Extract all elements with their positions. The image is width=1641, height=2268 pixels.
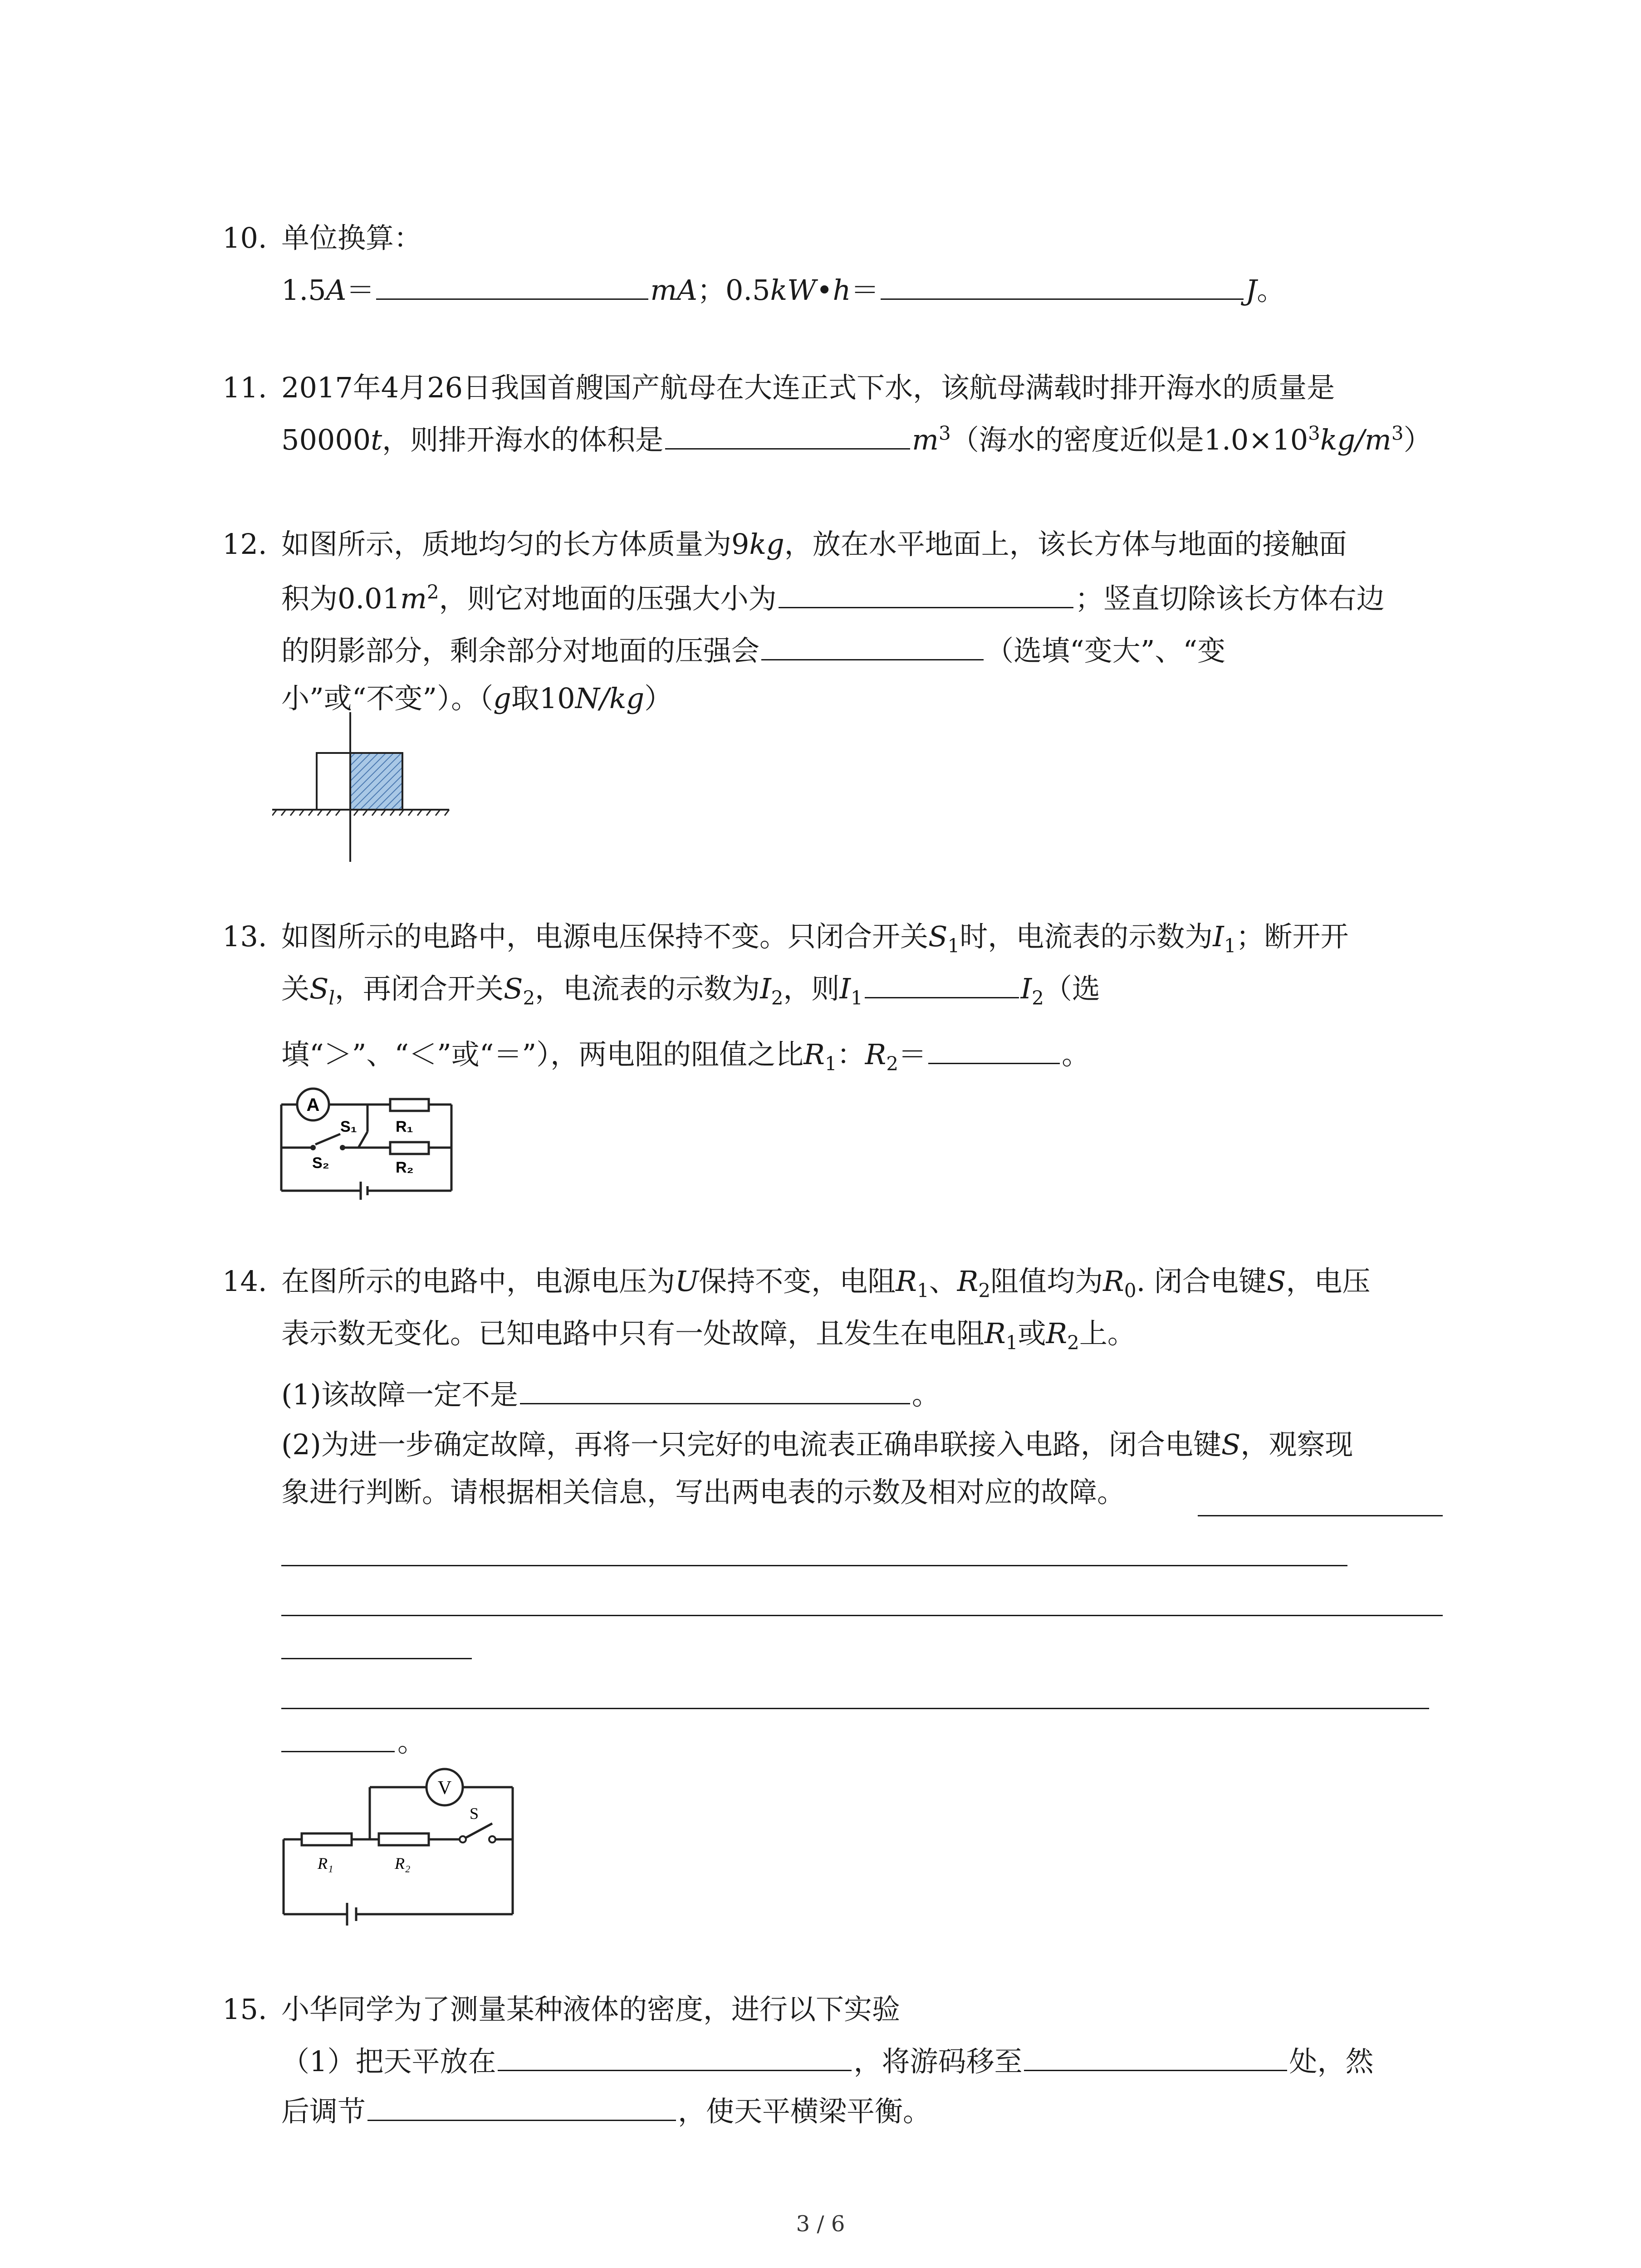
r2-label: R₂ <box>395 1854 411 1872</box>
q14-part2-line2: 象进行判断。请根据相关信息，写出两电表的示数及相对应的故障。 <box>281 1476 1126 1509</box>
answer-blank[interactable] <box>761 633 984 660</box>
q13-line3: 填“＞”、“＜”或“＝”），两电阻的阻值之比$R_1$：$R_2=$ 。 <box>281 1036 1090 1073</box>
q10-title: 单位换算： <box>281 221 422 254</box>
answer-blank[interactable] <box>367 2093 676 2121</box>
r1-label: R₁ <box>318 1854 333 1872</box>
answer-blank[interactable] <box>376 272 648 300</box>
q14-line1: 在图所示的电路中，电源电压为U保持不变，电阻$R_1$、$R_2$阻值均为$R_0$. 闭合电键S，电压 <box>281 1265 1371 1302</box>
q13-line1: 如图所示的电路中，电源电压保持不变。只闭合开关$S_1$时，电流表的示数为$I_1$；断开开 <box>281 920 1349 957</box>
q15-line2: （1）把天平放在 ，将游码移至 处，然 <box>281 2043 1373 2080</box>
s1-label: S₁ <box>340 1118 357 1135</box>
switch-label: S <box>470 1804 479 1823</box>
q11-number: 11. <box>222 371 267 404</box>
page-number: 3 / 6 <box>796 2211 845 2237</box>
q12-line2: 积为$0.01m^2$，则它对地面的压强大小为 ；竖直切除该长方体右边 <box>281 581 1385 615</box>
q12-line3: 的阴影部分，剩余部分对地面的压强会 （选填“变大”、“变 <box>281 633 1225 669</box>
q13-number: 13. <box>222 920 267 953</box>
circuit-figure-q14 <box>279 1760 524 1932</box>
answer-blank[interactable] <box>1024 2043 1287 2071</box>
ammeter-label: A <box>306 1095 320 1115</box>
answer-line[interactable] <box>1198 1515 1443 1516</box>
q15-line3: 后调节 ，使天平横梁平衡。 <box>281 2093 931 2130</box>
q11-line2: 50000t，则排开海水的体积是 $m^3$（海水的密度近似是$1.0\times 10^3kg/m^3$） <box>281 422 1432 456</box>
s2-label: S₂ <box>312 1154 329 1172</box>
q14-part2: (2)为进一步确定故障，再将一只完好的电流表正确串联接入电路，闭合电键S，观察现 <box>281 1428 1353 1461</box>
answer-line[interactable] <box>281 1708 1429 1709</box>
q12-line1: 如图所示，质地均匀的长方体质量为9kg，放在水平地面上，该长方体与地面的接触面 <box>281 528 1347 561</box>
q14-part1: (1)该故障一定不是 。 <box>281 1377 940 1413</box>
q10-number: 10. <box>222 221 267 254</box>
q14-end: 。 <box>397 1725 426 1758</box>
voltmeter-label: V <box>437 1778 452 1799</box>
answer-blank[interactable] <box>865 971 1019 998</box>
q10-line: 1.5A＝ mA；0.5kW•h＝ J。 <box>281 272 1285 308</box>
answer-blank[interactable] <box>520 1377 910 1404</box>
q15-number: 15. <box>222 1993 267 2026</box>
q14-line2: 表示数无变化。已知电路中只有一处故障，且发生在电阻$R_1$或$R_2$上。 <box>281 1317 1136 1354</box>
answer-blank[interactable] <box>928 1036 1060 1064</box>
q12-line4: 小”或“不变”）。（g取10N/kg） <box>281 682 673 715</box>
q13-line2: 关$S_l$，再闭合开关$S_2$，电流表的示数为$I_2$，则$I_1$ $I_2$（选 <box>281 971 1100 1007</box>
answer-line[interactable] <box>281 1658 472 1659</box>
answer-blank[interactable] <box>665 422 910 450</box>
answer-blank[interactable] <box>881 272 1244 300</box>
q14-number: 14. <box>222 1265 267 1298</box>
answer-line[interactable] <box>281 1565 1347 1566</box>
answer-blank[interactable] <box>498 2043 852 2071</box>
q12-number: 12. <box>222 528 267 561</box>
block-figure <box>272 712 463 862</box>
circuit-figure-q13 <box>277 1086 458 1200</box>
q15-line1: 小华同学为了测量某种液体的密度，进行以下实验 <box>281 1993 901 2026</box>
answer-blank[interactable] <box>779 581 1073 608</box>
answer-line[interactable] <box>281 1615 1443 1616</box>
r2-label: R₂ <box>396 1159 414 1176</box>
r1-label: R₁ <box>396 1118 413 1135</box>
answer-line[interactable] <box>281 1751 395 1752</box>
q11-line1: 2017年4月26日我国首艘国产航母在大连正式下水，该航母满载时排开海水的质量是 <box>281 371 1335 404</box>
